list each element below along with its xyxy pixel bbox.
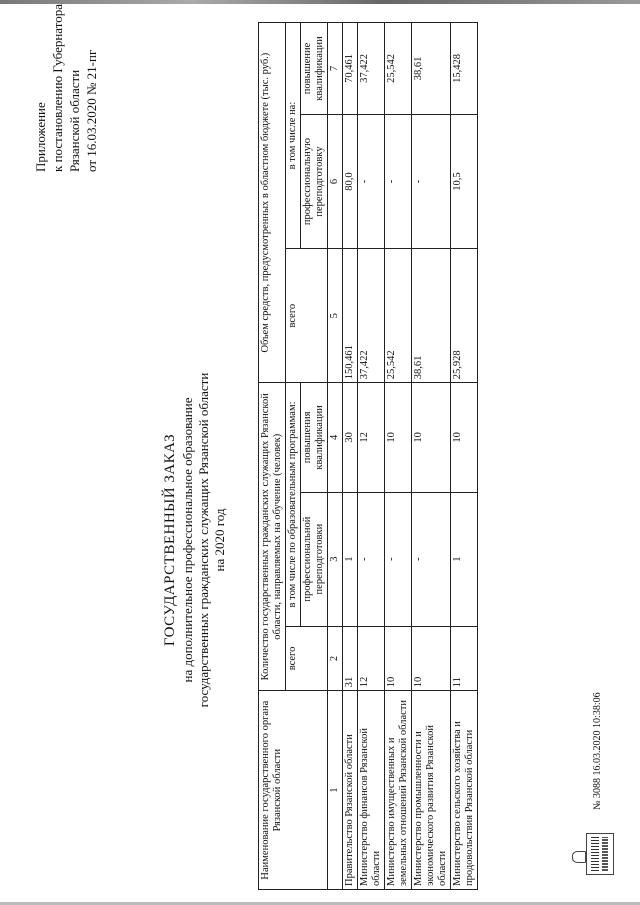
table-row bbox=[385, 23, 412, 890]
col-number: 2 bbox=[328, 626, 343, 691]
cell-retrain: - bbox=[358, 492, 385, 626]
cell-sum-upgrade: 38,61 bbox=[412, 23, 451, 115]
header-qual-upgrade-money: повышение квалификации bbox=[301, 23, 328, 115]
order-table bbox=[258, 22, 478, 890]
cell-total: 11 bbox=[451, 626, 478, 691]
cell-upgrade: 10 bbox=[412, 383, 451, 492]
cell-org: Министерство имущественных и земельных отношений Рязанской области bbox=[385, 691, 412, 890]
header-budget-group: Объем средств, предусмотренных в областном бюджете (тыс. руб.) bbox=[259, 23, 286, 383]
cell-retrain: 1 bbox=[343, 492, 358, 626]
cell-upgrade: 10 bbox=[451, 383, 478, 492]
header-qual-upgrade: повышения квалификации bbox=[301, 383, 328, 492]
cell-total: 31 bbox=[343, 626, 358, 691]
cell-total: 10 bbox=[412, 626, 451, 691]
document-title bbox=[162, 335, 228, 745]
cell-retrain: - bbox=[385, 492, 412, 626]
header-count-group: Количество государственных гражданских служащих Рязанской области, направляемых на обучение (человек) bbox=[259, 383, 286, 691]
table-row bbox=[412, 23, 451, 890]
approval-line: к постановлению Губернатора bbox=[50, 3, 65, 172]
header-org: Наименование государственного органа Рязанской области bbox=[259, 691, 328, 890]
col-number: 6 bbox=[328, 114, 343, 248]
cell-sum-retrain: 80,0 bbox=[343, 114, 358, 248]
approval-line: от 16.03.2020 № 21-пг bbox=[84, 49, 99, 172]
cell-upgrade: 12 bbox=[358, 383, 385, 492]
cell-sum: 38,61 bbox=[412, 249, 451, 383]
header-budget-total: всего bbox=[286, 249, 328, 383]
header-total: всего bbox=[286, 626, 328, 691]
table-row bbox=[451, 23, 478, 890]
header-incl-programs: в том числе по образовательным программам: bbox=[286, 383, 301, 626]
cell-sum-upgrade: 25,542 bbox=[385, 23, 412, 115]
cell-sum-retrain: - bbox=[412, 114, 451, 248]
header-incl: в том числе на: bbox=[286, 23, 301, 249]
cell-org: Министерство сельского хозяйства и продовольствия Рязанской области bbox=[451, 691, 478, 890]
table-row bbox=[358, 23, 385, 890]
title-main: ГОСУДАРСТВЕННЫЙ ЗАКАЗ bbox=[162, 433, 178, 647]
approval-line: Рязанской области bbox=[67, 69, 82, 172]
title-line: на 2020 год bbox=[212, 508, 227, 572]
approval-block bbox=[32, 3, 100, 172]
table-row bbox=[343, 23, 358, 890]
title-line: государственных гражданских служащих Рязанской области bbox=[196, 372, 211, 708]
registration-number: № 3088 16.03.2020 10:38:06 bbox=[592, 692, 603, 810]
cell-sum: 25,928 bbox=[451, 249, 478, 383]
barcode-icon bbox=[586, 833, 614, 875]
cell-upgrade: 30 bbox=[343, 383, 358, 492]
cell-total: 10 bbox=[385, 626, 412, 691]
cell-sum-upgrade: 37,422 bbox=[358, 23, 385, 115]
title-line: на дополнительное профессиональное образование bbox=[180, 397, 195, 683]
col-number: 1 bbox=[328, 691, 343, 890]
cell-sum-upgrade: 70,461 bbox=[343, 23, 358, 115]
col-number: 4 bbox=[328, 383, 343, 492]
cell-org: Правительство Рязанской области bbox=[343, 691, 358, 890]
approval-line: Приложение bbox=[33, 102, 48, 172]
cell-sum: 37,422 bbox=[358, 249, 385, 383]
cell-retrain: 1 bbox=[451, 492, 478, 626]
column-number-row bbox=[328, 23, 343, 890]
cell-sum: 150,461 bbox=[343, 249, 358, 383]
col-number: 7 bbox=[328, 23, 343, 115]
cell-sum-upgrade: 15,428 bbox=[451, 23, 478, 115]
col-number: 5 bbox=[328, 249, 343, 383]
cell-sum: 25,542 bbox=[385, 249, 412, 383]
cell-org: Министерство промышленности и экономического развития Рязанской области bbox=[412, 691, 451, 890]
cell-sum-retrain: - bbox=[358, 114, 385, 248]
cell-retrain: - bbox=[412, 492, 451, 626]
crest-icon bbox=[572, 851, 586, 863]
cell-sum-retrain: - bbox=[385, 114, 412, 248]
header-prof-retraining: профессиональной переподготовки bbox=[301, 492, 328, 626]
cell-total: 12 bbox=[358, 626, 385, 691]
header-prof-retraining-money: профессиональную переподготовку bbox=[301, 114, 328, 248]
cell-upgrade: 10 bbox=[385, 383, 412, 492]
cell-org: Министерство финансов Рязанской области bbox=[358, 691, 385, 890]
col-number: 3 bbox=[328, 492, 343, 626]
cell-sum-retrain: 10,5 bbox=[451, 114, 478, 248]
